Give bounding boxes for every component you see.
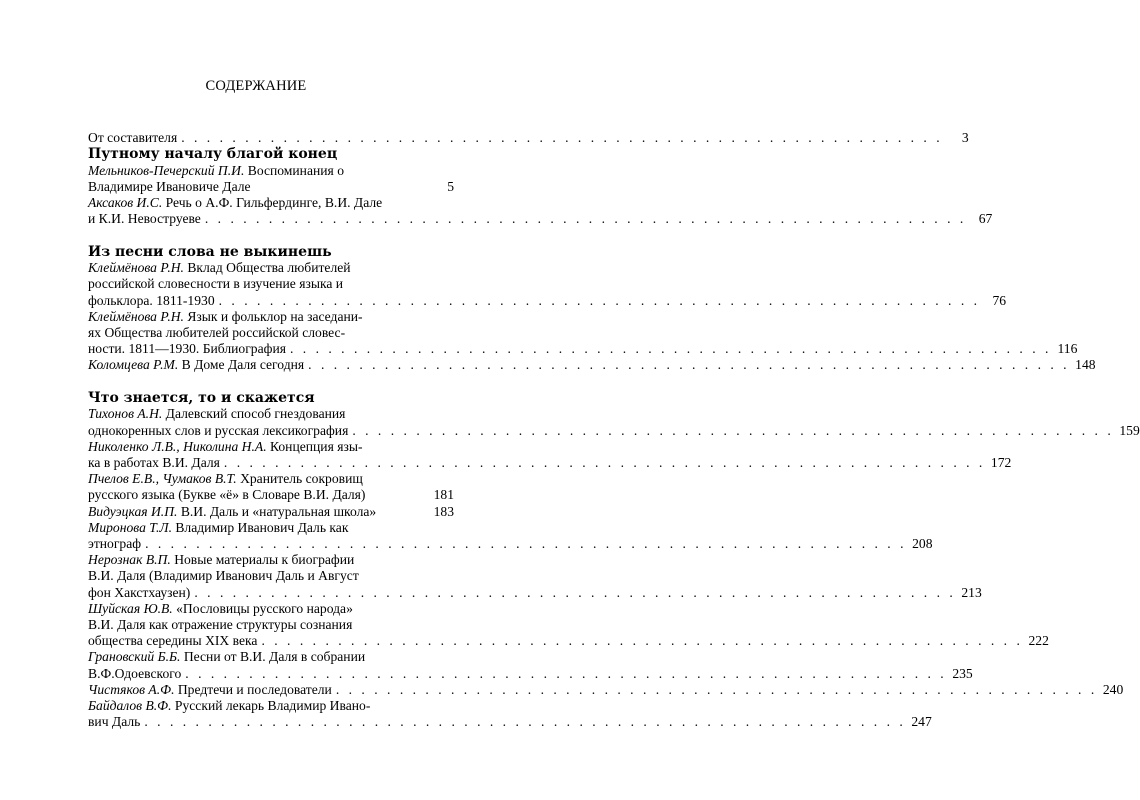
dot-leader: . . . . . . . . . . . . . . . . . . . . . . . . . . . . . . . . . . . . . . . . . . . . . . . . . . . . . . . . . . . .: [194, 584, 956, 600]
toc-entry-line: [88, 406, 454, 422]
dot-leader: . . . . . . . . . . . . . . . . . . . . . . . . . . . . . . . . . . . . . . . . . . . . . . . . . . . . . . . . . . . .: [144, 714, 906, 730]
toc-entry-line: [88, 633, 1049, 649]
toc-entry-author: Пчелов Е.В., Чумаков В.Т.: [88, 471, 237, 487]
dot-leader: . . . . . . . . . . . . . . . . . . . . . . . . . . . . . . . . . . . . . . . . . . . . . . . . . . . . . . . . . . . .: [223, 455, 986, 471]
toc-entry-author: Байдалов В.Ф.: [88, 698, 172, 714]
toc-entry-line: [88, 325, 454, 341]
toc-entry-line: [88, 276, 454, 292]
dot-leader: . . . . . . . . . . . . . . . . . . . . . . . . . . . . . . . . . . . . . . . . . . . . . . . . . . . . . . . . . . . .: [352, 422, 1114, 438]
toc-entry[interactable]: [88, 195, 993, 227]
toc-entry-text: фон Хакстхаузен): [88, 584, 191, 600]
page-number: 247: [911, 714, 932, 730]
toc-entry-text: Байдалов В.Ф. Русский лекарь Владимир Ивано-: [88, 698, 371, 714]
toc-entry-line: [88, 552, 454, 568]
toc-entry[interactable]: [88, 406, 1140, 438]
toc-entry-line: [88, 179, 454, 195]
toc-entry[interactable]: [88, 552, 982, 601]
dot-leader: . . . . . . . . . . . . . . . . . . . . . . . . . . . . . . . . . . . . . . . . . . . . . . . . . . . . . . . . . . . .: [181, 130, 943, 145]
toc-entry-author: Шуйская Ю.В.: [88, 600, 173, 616]
dot-leader: . . . . . . . . . . . . . . . . . . . . . . . . . . . . . . . . . . . . . . . . . . . . . . . . . . . . . . . . . . . .: [335, 681, 1098, 697]
toc-entry-text: русского языка (Букве «ё» в Словаре В.И. Даля): [88, 487, 366, 503]
toc-entry[interactable]: [88, 471, 454, 503]
dot-leader: . . . . . . . . . . . . . . . . . . . . . . . . . . . . . . . . . . . . . . . . . . . . . . . . . . . . . . . . . . . .: [289, 341, 1052, 357]
dot-leader: . . . . . . . . . . . . . . . . . . . . . . . . . . . . . . . . . . . . . . . . . . . . . . . . . . . . . . . . . . . .: [218, 292, 981, 308]
toc-entry-line: [88, 260, 454, 276]
toc-entry-text: этнограф: [88, 536, 142, 552]
toc-entry-line: [88, 536, 933, 552]
toc-entry-text: Миронова Т.Л. Владимир Иванович Даль как: [88, 519, 349, 535]
toc-entry-text: Грановский Б.Б. Песни от В.И. Даля в собрании: [88, 649, 366, 665]
toc-entry-line: [88, 487, 454, 503]
toc-entry[interactable]: [88, 504, 454, 520]
toc-entry-text: Аксаков И.С. Речь о А.Ф. Гильфердинге, В.И. Дале: [88, 195, 383, 211]
toc-entry-author: Тихонов А.Н.: [88, 406, 163, 422]
toc-entry[interactable]: [88, 357, 1096, 373]
toc-entry[interactable]: [88, 681, 1124, 698]
toc-entry-text: От составителя: [88, 130, 178, 145]
page-number: 222: [1028, 633, 1049, 649]
toc-entry-line: [88, 681, 1124, 698]
toc-entry[interactable]: [88, 649, 973, 681]
toc-entry-text: российской словесности в изучение языка и: [88, 276, 344, 292]
toc-entry-line: [88, 698, 454, 714]
toc-entry-author: Грановский Б.Б.: [88, 649, 181, 665]
toc-entry-text: Нерознак В.П. Новые материалы к биографии: [88, 552, 355, 568]
table-of-contents: [88, 130, 1140, 731]
toc-entry-line: [88, 211, 993, 227]
page-number: 67: [978, 211, 993, 227]
toc-entry-text: Тихонов А.Н. Далевский способ гнездования: [88, 406, 346, 422]
toc-entry[interactable]: [88, 519, 933, 552]
toc-entry-line: [88, 292, 1007, 309]
toc-entry-text: ях Общества любителей российской словес-: [88, 325, 346, 341]
toc-entry-line: [88, 357, 1096, 373]
dot-leader: . . . . . . . . . . . . . . . . . . . . . . . . . . . . . . . . . . . . . . . . . . . . . . . . . . . . . . . . . . . .: [185, 665, 947, 681]
section-heading: Путному началу благой конец: [88, 146, 338, 163]
page-number: 116: [1057, 341, 1078, 357]
toc-entry-text: Владимире Ивановиче Дале: [88, 178, 251, 194]
toc-entry-author: Клеймёнова Р.Н.: [88, 260, 184, 276]
toc-entry-line: [88, 714, 932, 730]
toc-entry-text: Шуйская Ю.В. «Пословицы русского народа»: [88, 600, 353, 616]
toc-entry-line: [88, 649, 454, 665]
toc-entry-text: Видуэцкая И.П. В.И. Даль и «натуральная школа»: [88, 503, 377, 519]
toc-entry-text: общества середины XIX века: [88, 633, 258, 649]
toc-entry[interactable]: [88, 308, 1078, 358]
toc-entry-author: Аксаков И.С.: [88, 195, 163, 211]
toc-entry-line: [88, 455, 1012, 471]
toc-entry-line: [88, 163, 454, 179]
dot-leader: . . . . . . . . . . . . . . . . . . . . . . . . . . . . . . . . . . . . . . . . . . . . . . . . . . . . . . . . . . . .: [204, 211, 967, 227]
toc-entry-line: [88, 584, 982, 601]
toc-entry-text: Чистяков А.Ф. Предтечи и последователи: [88, 681, 332, 697]
toc-entry-text: В.И. Даля как отражение структуры сознания: [88, 617, 353, 633]
toc-entry-text: В.И. Даля (Владимир Иванович Даль и Август: [88, 568, 359, 584]
page-number: 181: [433, 487, 454, 503]
toc-entry-line: [88, 195, 454, 211]
toc-entry-author: Миронова Т.Л.: [88, 519, 172, 535]
toc-entry[interactable]: [88, 438, 1012, 471]
toc-entry[interactable]: [88, 130, 969, 146]
toc-entry[interactable]: [88, 600, 1049, 650]
toc-entry-line: [88, 520, 454, 536]
page-number: 183: [433, 503, 454, 519]
toc-entry-text: ности. 1811—1930. Библиография: [88, 341, 286, 357]
toc-entry-text: фольклора. 1811-1930: [88, 292, 215, 308]
toc-entry-line: [88, 439, 454, 455]
toc-entry-line: [88, 504, 454, 520]
page-number: 76: [992, 292, 1007, 308]
toc-entry-author: Николенко Л.В., Николина Н.А.: [88, 438, 267, 454]
toc-entry-line: [88, 601, 454, 617]
toc-entry-text: Пчелов Е.В., Чумаков В.Т. Хранитель сокровищ: [88, 471, 363, 487]
toc-entry-line: [88, 617, 454, 633]
toc-entry-author: Чистяков А.Ф.: [88, 681, 175, 697]
toc-entry-line: [88, 568, 454, 584]
toc-entry-line: [88, 422, 1140, 439]
page-number: 208: [912, 536, 933, 552]
toc-entry-line: [88, 130, 969, 146]
page-number: 213: [961, 584, 982, 600]
page-number: 172: [990, 455, 1012, 471]
toc-entry-line: [88, 309, 454, 325]
toc-entry-author: Мельников-Печерский П.И.: [88, 162, 245, 178]
section-heading: Из песни слова не выкинешь: [88, 243, 332, 260]
toc-entry-line: [88, 471, 454, 487]
toc-entry-text: Николенко Л.В., Николина Н.А. Концепция язы-: [88, 438, 363, 454]
toc-entry-author: Видуэцкая И.П.: [88, 503, 178, 519]
toc-entry-text: ка в работах В.И. Даля: [88, 455, 220, 471]
dot-leader: . . . . . . . . . . . . . . . . . . . . . . . . . . . . . . . . . . . . . . . . . . . . . . . . . . . . . . . . . . . .: [261, 633, 1023, 649]
toc-entry-line: [88, 665, 973, 682]
toc-entry-text: Коломцева Р.М. В Доме Даля сегодня: [88, 357, 305, 373]
toc-entry-text: Мельников-Печерский П.И. Воспоминания о: [88, 162, 344, 178]
toc-entry[interactable]: [88, 260, 1007, 309]
toc-entry-text: В.Ф.Одоевского: [88, 665, 182, 681]
section-heading: Что знается, то и скажется: [88, 390, 315, 407]
toc-entry-text: и К.И. Невоструеве: [88, 211, 201, 227]
toc-entry-text: однокоренных слов и русская лексикография: [88, 422, 349, 438]
toc-entry-text: вич Даль: [88, 714, 141, 730]
toc-entry[interactable]: [88, 698, 932, 730]
toc-entry[interactable]: [88, 163, 454, 195]
page-number: 240: [1102, 681, 1124, 697]
toc-entry-author: Клеймёнова Р.Н.: [88, 308, 184, 324]
page-number: 5: [447, 178, 454, 194]
toc-entry-author: Нерознак В.П.: [88, 552, 171, 568]
dot-leader: . . . . . . . . . . . . . . . . . . . . . . . . . . . . . . . . . . . . . . . . . . . . . . . . . . . . . . . . . . . .: [145, 536, 907, 552]
page-number: 235: [952, 665, 973, 681]
dot-leader: . . . . . . . . . . . . . . . . . . . . . . . . . . . . . . . . . . . . . . . . . . . . . . . . . . . . . . . . . . . .: [308, 357, 1070, 373]
toc-entry-text: Клеймёнова Р.Н. Язык и фольклор на заседани-: [88, 308, 363, 324]
toc-entry-line: [88, 341, 1078, 357]
page-number: 3: [961, 130, 969, 145]
page-number: 148: [1075, 357, 1096, 373]
toc-entry-text: Клеймёнова Р.Н. Вклад Общества любителей: [88, 260, 351, 276]
toc-entry-author: Коломцева Р.М.: [88, 357, 179, 373]
page-number: 159: [1119, 422, 1140, 438]
page-title: СОДЕРЖАНИЕ: [205, 78, 307, 94]
